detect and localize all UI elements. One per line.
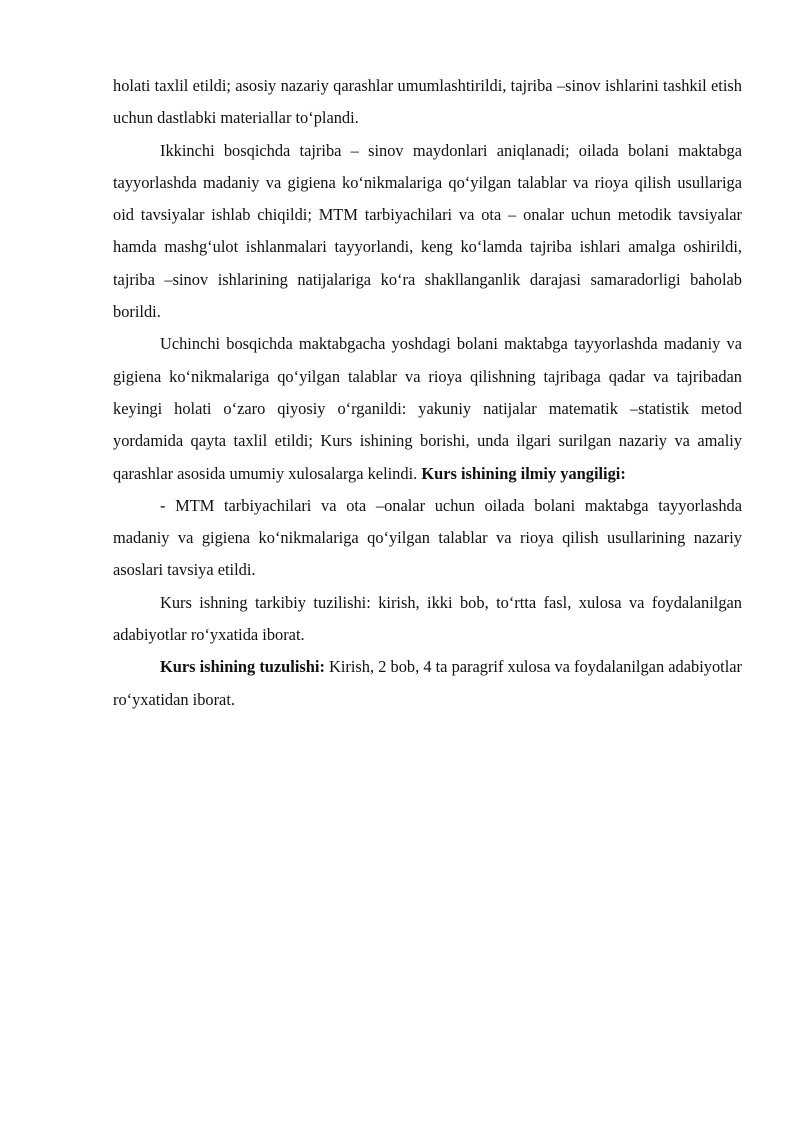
paragraph-stage-two: Ikkinchi bosqichda tajriba – sinov maydonlari aniqlanadi; oilada bolani maktabga tayyorlashda madaniy va gigiena ko‘nikmalariga qo‘yilgan talablar va rioya qilish usullariga oid tavsiyalar ishlab chiqildi; MTM tarbiyachilari va ota – onalar uchun metodik tavsiyalar hamda mashg‘ulot ishlanmalari tayyorlandi, keng ko‘lamda tajriba ishlari amalga oshirildi, tajriba –sinov ishlarining natijalariga ko‘ra shakllanganlik darajasi samaradorligi baholab borildi.	[113, 140, 742, 322]
paragraph-continuation: holati taxlil etildi; asosiy nazariy qarashlar umumlashtirildi, tajriba –sinov ishlarini tashkil etish uchun dastlabki materiallar to‘plandi.	[113, 76, 742, 128]
paragraph-composition-text: Kirish, 2 bob, 4 ta paragrif xulosa va foydalanilgan adabiyotlar ro‘yxatidan iborat.	[113, 657, 742, 709]
paragraph-stage-three-text: Uchinchi bosqichda maktabgacha yoshdagi bolani maktabga tayyorlashda madaniy va gigiena ko‘nikmalariga qo‘yilgan talablar va rioya qilishning tajribaga qadar va tajribadan keyingi holati o‘zaro qiyosiy o‘rganildi: yakuniy natijalar matematik –statistik metod yordamida qayta taxlil etildi; Kurs ishining borishi, unda ilgari surilgan nazariy va amaliy qarashlar asosida umumiy xulosalarga kelindi.	[113, 334, 742, 483]
bold-lead-composition: Kurs ishining tuzulishi:	[160, 657, 325, 677]
paragraph-structure: Kurs ishning tarkibiy tuzilishi: kirish, ikki bob, to‘rtta fasl, xulosa va foydalanilgan adabiyotlar ro‘yxatida iborat.	[113, 592, 742, 645]
section-heading-novelty: Kurs ishining ilmiy yangiligi:	[421, 463, 626, 483]
paragraph-composition	[113, 651, 742, 716]
document-page	[113, 70, 742, 716]
paragraph-stage-three	[113, 328, 742, 489]
paragraph-novelty-item: - MTM tarbiyachilari va ota –onalar uchun oilada bolani maktabga tayyorlashda madaniy va gigiena ko‘nikmalariga qo‘yilgan talablar va rioya qilish usullarining nazariy asoslari tavsiya etildi.	[113, 495, 742, 580]
